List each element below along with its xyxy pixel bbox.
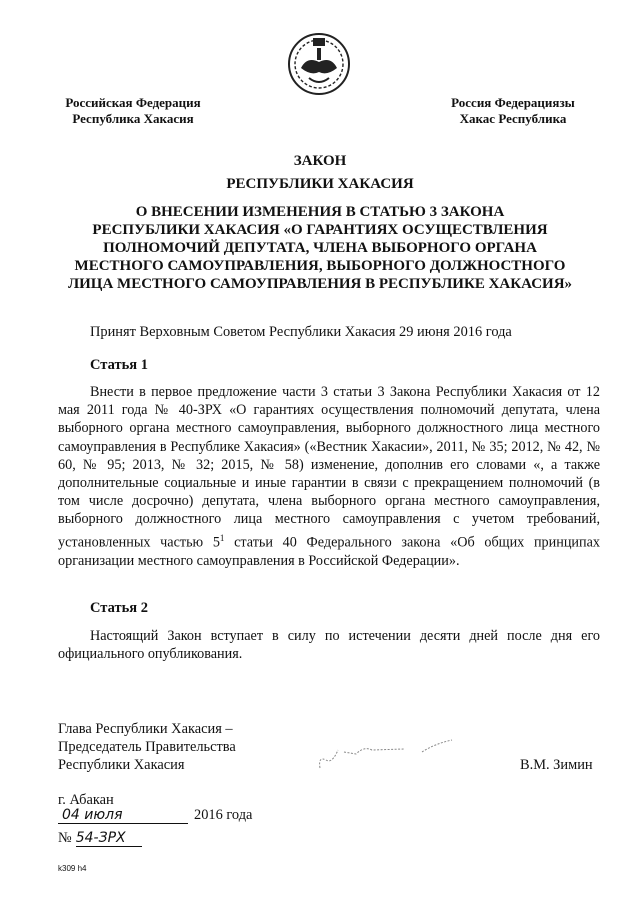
article2-body: Настоящий Закон вступает в силу по истечении десяти дней после дня его официального опубликования. <box>58 628 600 663</box>
signatory-title <box>58 720 318 774</box>
title-line: ЛИЦА МЕСТНОГО САМОУПРАВЛЕНИЯ В РЕСПУБЛИКЕ ХАКАСИЯ» <box>67 276 573 292</box>
article2-heading: Статья 2 <box>90 600 148 616</box>
article1-text-a: Внести в первое предложение части 3 статьи 3 Закона Республики Хакасия от 12 мая 2011 года № 40-ЗРХ «О гарантиях осуществления полномочий депутата, члена выборного органа местного самоуправления, выборного должностного лица местного самоуправления в Республике Хакасия» («Вестник Хакасии», 2011, № 35; 2012, № 42, № 60, № 95; 2013, № 32; 2015, № 58) изменение, дополнив его словами «, а также дополнительные социальные и иные гарантии в связи с прекращением полномочий (в том числе досрочно) депутата, члена выборного органа местного самоуправления, выборного должностного лица местного самоуправления с учетом требований, установленных частью 5 <box>58 384 600 551</box>
header-right-line1: Россия Федерациязы <box>451 95 575 110</box>
title-line: О ВНЕСЕНИИ ИЗМЕНЕНИЯ В СТАТЬЮ 3 ЗАКОНА <box>135 204 505 220</box>
doc-type: ЗАКОН <box>293 153 347 169</box>
signatory-line: Республики Хакасия <box>58 757 185 773</box>
header-left-line2: Республика Хакасия <box>72 111 194 126</box>
place: г. Абакан <box>58 792 114 808</box>
title-line: МЕСТНОГО САМОУПРАВЛЕНИЯ, ВЫБОРНОГО ДОЛЖНОСТНОГО <box>74 258 566 274</box>
header-right <box>418 95 608 127</box>
article1-text-b: статьи 40 Федерального закона «Об общих принципах организации местного самоуправления в Российской Федерации». <box>58 534 600 569</box>
signatory-name: В.М. Зимин <box>520 757 593 773</box>
header-right-line2: Хакас Республика <box>459 111 567 126</box>
adopted-line: Принят Верховным Советом Республики Хакасия 29 июня 2016 года <box>90 324 512 340</box>
number-prefix: № <box>58 830 72 846</box>
signatory-line: Председатель Правительства <box>58 739 236 755</box>
title-line: ПОЛНОМОЧИЙ ДЕПУТАТА, ЧЛЕНА ВЫБОРНОГО ОРГАНА <box>103 240 537 256</box>
coat-of-arms <box>287 32 351 96</box>
date-handwritten: 04 июля <box>58 807 188 824</box>
title-line: РЕСПУБЛИКИ ХАКАСИЯ «О ГАРАНТИЯХ ОСУЩЕСТВЛЕНИЯ <box>92 222 548 238</box>
signatory-line: Глава Республики Хакасия – <box>58 721 233 737</box>
number-handwritten: 54-ЗРХ <box>76 830 142 847</box>
law-title <box>0 203 640 293</box>
issuer: РЕСПУБЛИКИ ХАКАСИЯ <box>226 176 414 192</box>
article1-sup: 1 <box>219 532 225 543</box>
date-year: 2016 года <box>194 807 253 823</box>
footer-code: k309 h4 <box>58 864 87 873</box>
coat-of-arms-icon <box>287 32 351 96</box>
date-line <box>58 806 252 824</box>
number-line <box>58 829 142 847</box>
header-left <box>38 95 228 127</box>
article1-body <box>58 383 600 570</box>
article1-heading: Статья 1 <box>90 357 148 373</box>
signature <box>312 730 472 780</box>
signature-icon <box>312 730 472 780</box>
header-left-line1: Российская Федерация <box>65 95 201 110</box>
